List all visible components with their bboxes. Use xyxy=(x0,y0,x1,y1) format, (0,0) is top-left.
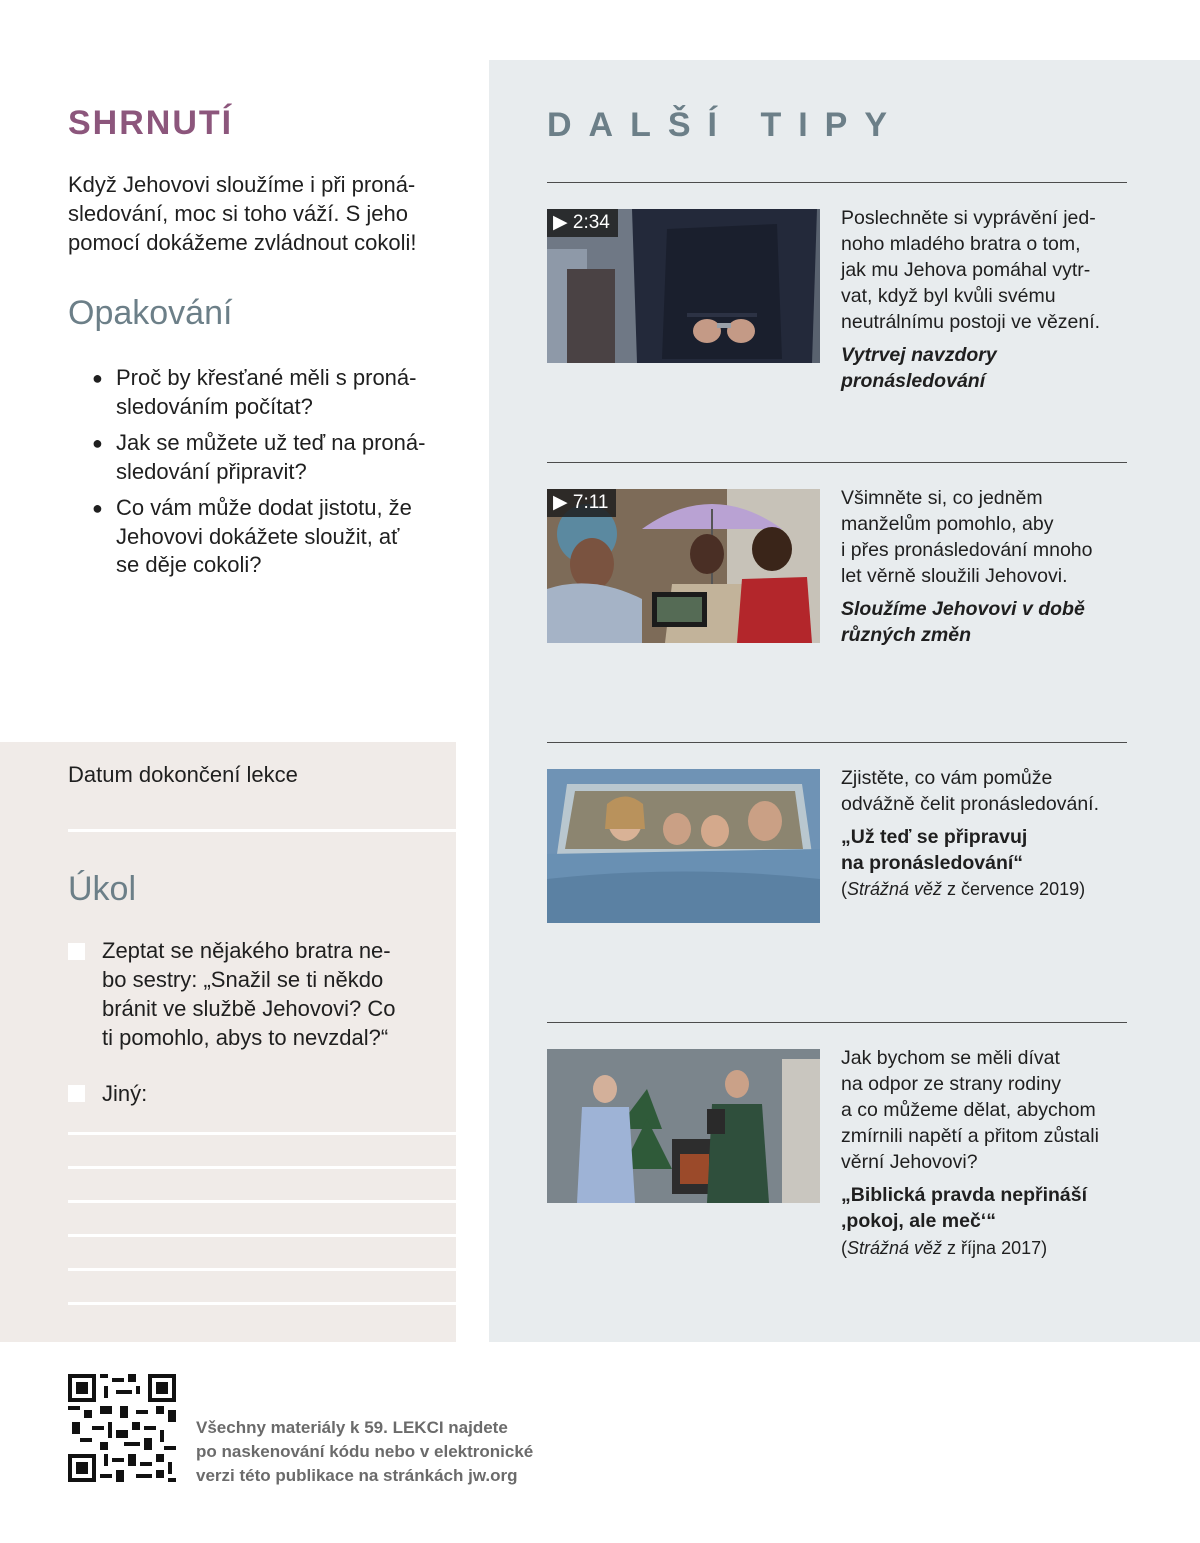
footer-note: Všechny materiály k 59. LEKCI najdete po naskenování kódu nebo v elektronické verzi této publikace na stránkách jw.org xyxy=(196,1418,534,1485)
tip-video-title-link[interactable]: Vytrvej navzdory pronásledování xyxy=(841,344,997,392)
article-image-family-in-car[interactable] xyxy=(547,769,820,923)
task-other-label: Jiný: xyxy=(102,1081,148,1106)
tips-title: DALŠÍ TIPY xyxy=(547,106,905,144)
summary-title: SHRNUTÍ xyxy=(68,104,234,142)
task-option-checkbox[interactable] xyxy=(68,943,85,960)
review-title: Opakování xyxy=(68,294,233,332)
article-image-family-opposition[interactable] xyxy=(547,1049,820,1203)
writing-line[interactable] xyxy=(68,1166,456,1169)
divider xyxy=(547,182,1127,183)
writing-line[interactable] xyxy=(68,1302,456,1305)
writing-line[interactable] xyxy=(68,1132,456,1135)
tip-description: Poslechněte si vyprávění jed- noho mladého bratra o tom, jak mu Jehova pomáhal vytr- vat, když byl kvůli svému neutrálnímu postoji ve vězení. xyxy=(841,207,1101,333)
divider xyxy=(547,1022,1127,1023)
video-thumbnail-couple-umbrella[interactable] xyxy=(547,489,820,643)
tip-source: (Strážná věž z července 2019) xyxy=(841,879,1086,899)
tip-article-title-link[interactable]: „Biblická pravda nepřináší ‚pokoj, ale meč‘“ xyxy=(841,1184,1088,1232)
video-thumbnail-handcuffed-brother[interactable] xyxy=(547,209,820,363)
writing-line[interactable] xyxy=(68,1200,456,1203)
completion-date-field[interactable] xyxy=(68,829,456,832)
task-other-checkbox[interactable] xyxy=(68,1085,85,1102)
qr-code-icon[interactable] xyxy=(68,1374,176,1482)
tip-article-title-link[interactable]: „Už teď se připravuj na pronásledování“ xyxy=(841,826,1028,874)
writing-line[interactable] xyxy=(68,1234,456,1237)
writing-line[interactable] xyxy=(68,1268,456,1271)
video-duration-badge: ▶ 7:11 xyxy=(547,489,616,517)
bullet-icon: ● xyxy=(92,498,103,518)
divider xyxy=(547,742,1127,743)
review-question-list xyxy=(92,364,452,588)
tip-source: (Strážná věž z října 2017) xyxy=(841,1238,1048,1258)
tip-description: Zjistěte, co vám pomůže odvážně čelit pronásledování. xyxy=(841,767,1100,815)
review-question: ● Jak se můžete už teď na proná- sledování připravit? xyxy=(92,430,426,484)
tip-description: Jak bychom se měli dívat na odpor ze strany rodiny a co můžeme dělat, abychom zmírnili napětí a přitom zůstali věrní Jehovovi? xyxy=(841,1047,1099,1173)
video-duration-badge: ▶ 2:34 xyxy=(547,209,618,237)
summary-text: Když Jehovovi sloužíme i při proná- sledování, moc si toho váží. S jeho pomocí dokážeme zvládnout cokoli! xyxy=(68,172,417,255)
tip-video-title-link[interactable]: Sloužíme Jehovovi v době různých změn xyxy=(841,598,1085,646)
review-question: ● Proč by křesťané měli s proná- sledováním počítat? xyxy=(92,365,417,419)
bullet-icon: ● xyxy=(92,433,103,453)
task-option-text: Zeptat se nějakého bratra ne- bo sestry: „Snažil se ti někdo bránit ve službě Jehovovi? Co ti pomohlo, abys to nevzdal?“ xyxy=(102,938,396,1050)
completion-date-label: Datum dokončení lekce xyxy=(68,762,298,787)
bullet-icon: ● xyxy=(92,368,103,388)
task-title: Úkol xyxy=(68,870,137,908)
divider xyxy=(547,462,1127,463)
review-question: ● Co vám může dodat jistotu, že Jehovovi dokážete sloužit, ať se děje cokoli? xyxy=(92,495,412,577)
tip-description: Všimněte si, co jedněm manželům pomohlo, aby i přes pronásledování mnoho let věrně sloužili Jehovovi. xyxy=(841,487,1093,587)
